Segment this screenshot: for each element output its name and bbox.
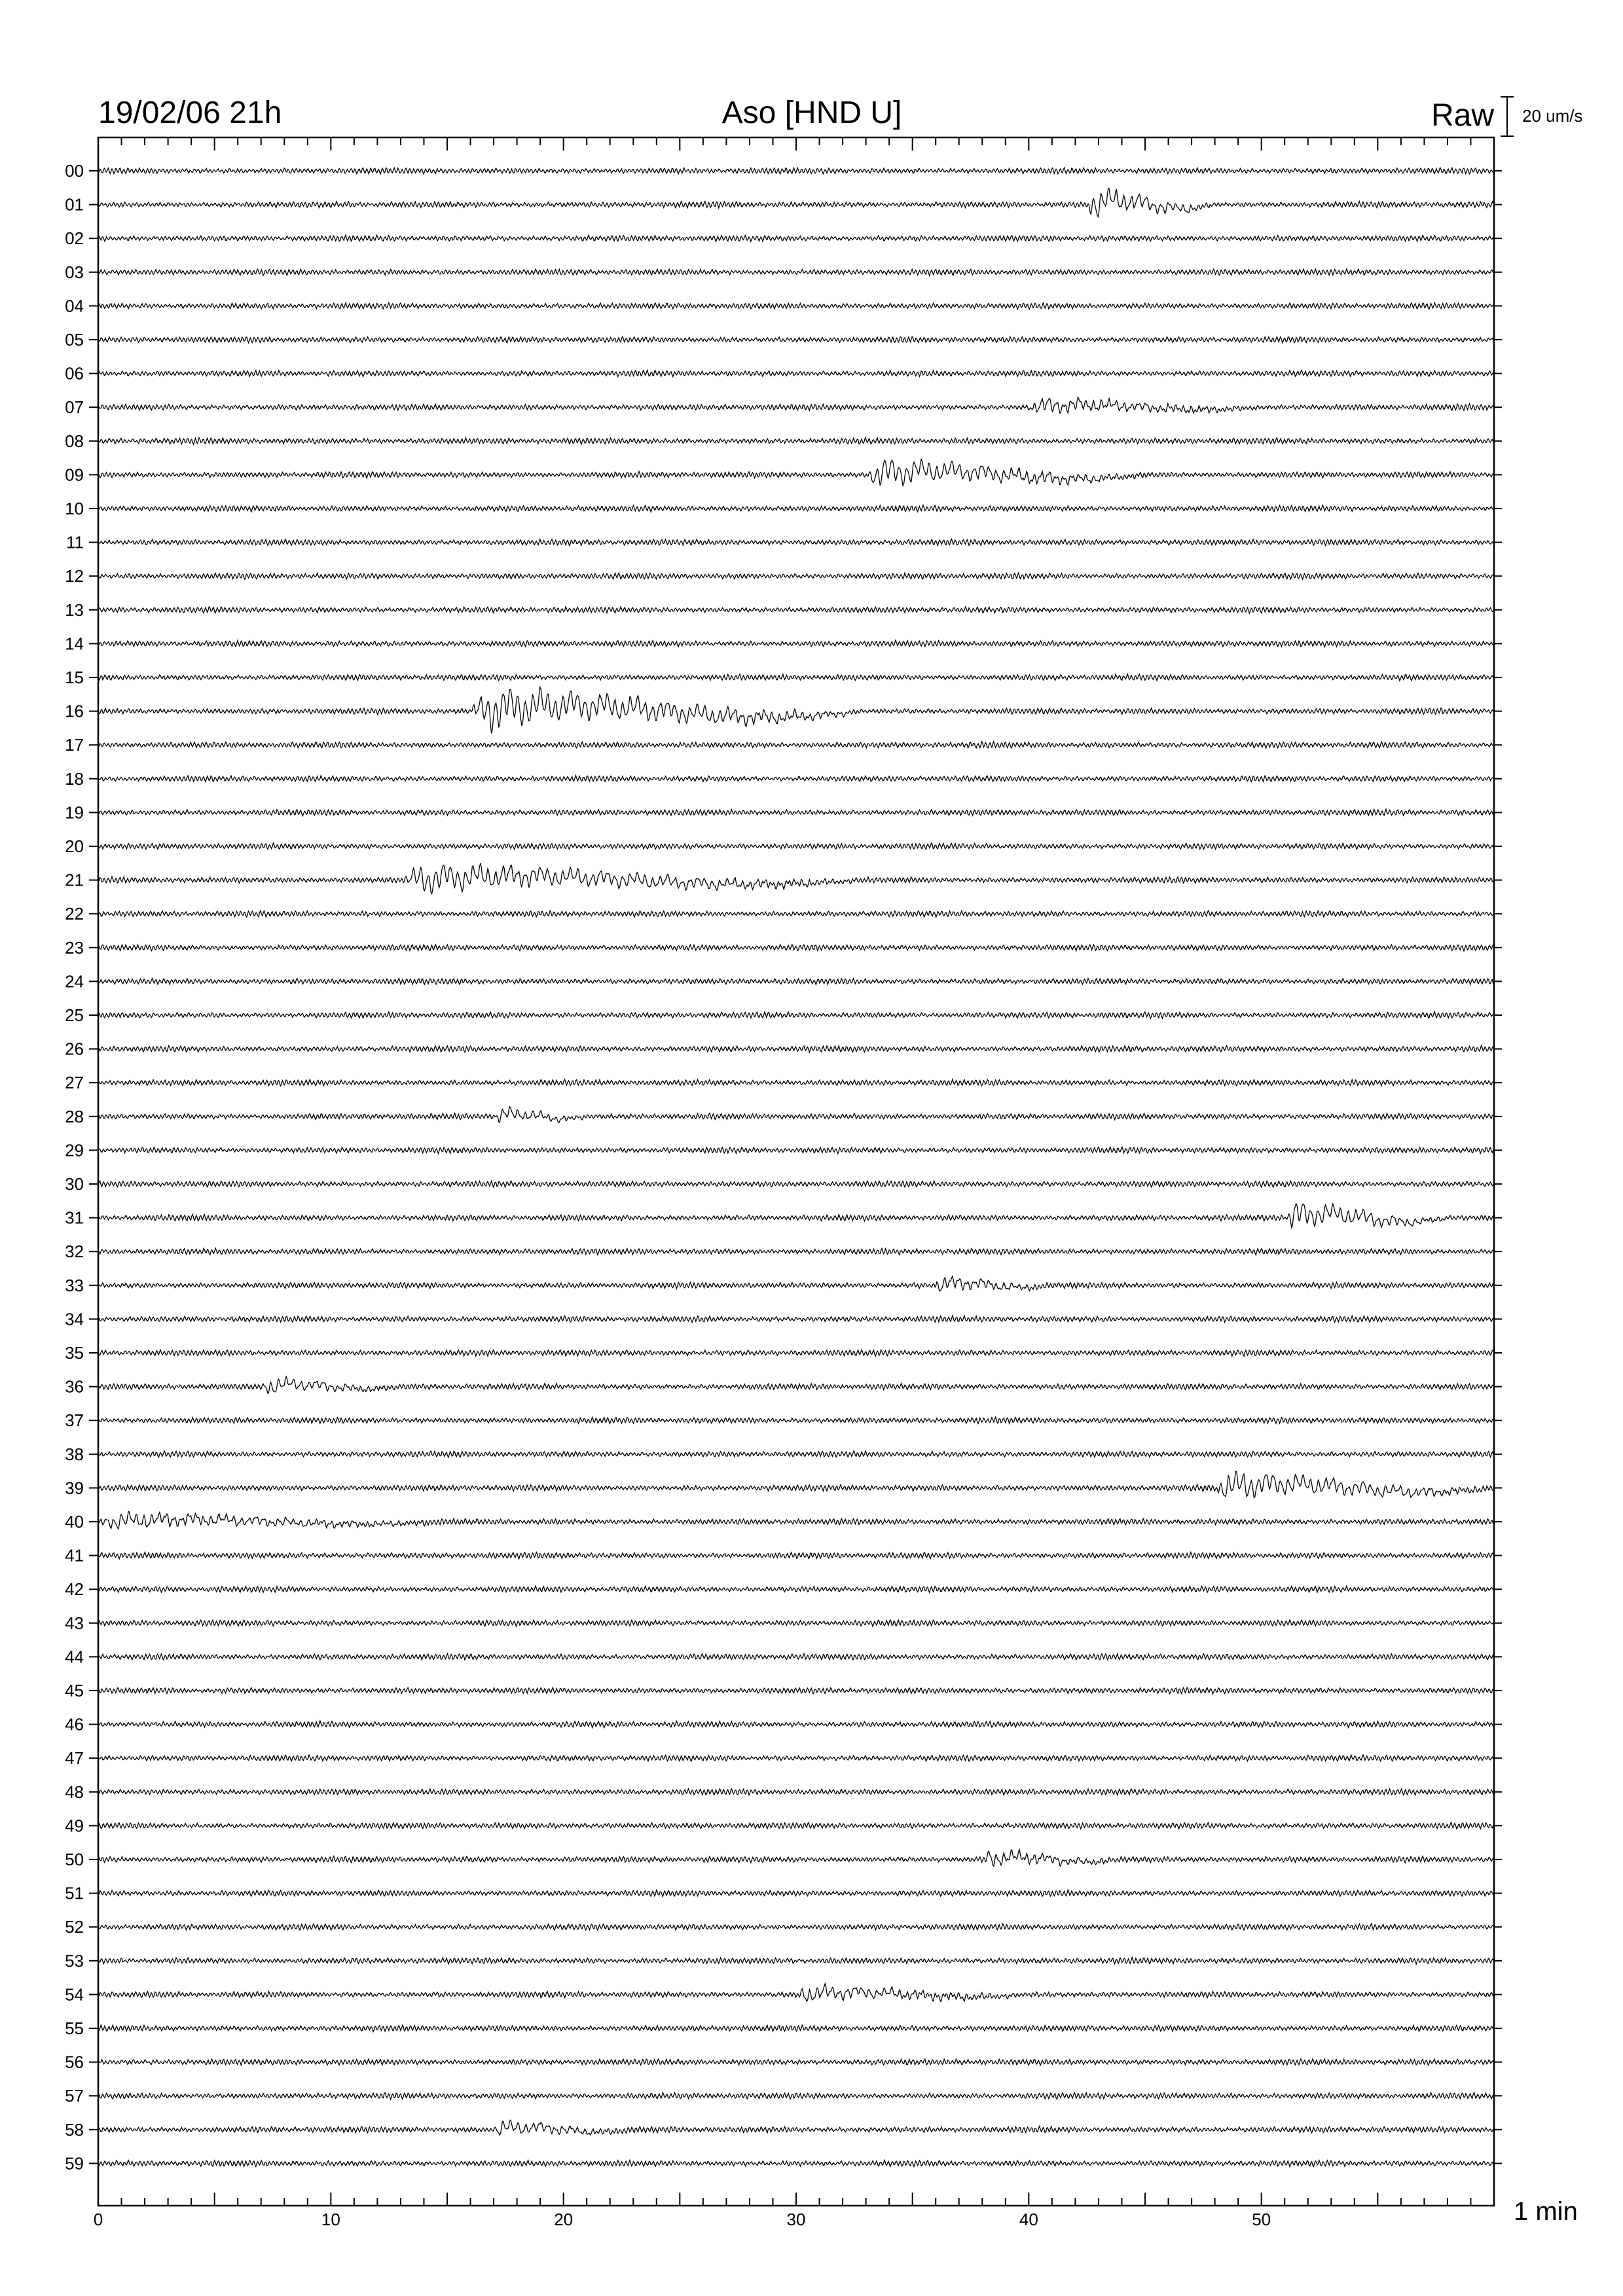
trace-row	[98, 370, 1493, 377]
amplitude-scale-label: 20 um/s	[1522, 106, 1583, 126]
row-label: 06	[65, 363, 84, 384]
trace-row	[98, 1511, 1493, 1529]
row-label: 36	[65, 1376, 84, 1397]
amplitude-scale-bar	[1501, 97, 1514, 136]
row-label: 16	[65, 701, 84, 721]
trace-row	[98, 687, 1493, 734]
row-label: 35	[65, 1343, 84, 1363]
x-tick-label: 30	[786, 2210, 806, 2229]
row-label: 40	[65, 1512, 84, 1532]
trace-row	[98, 2160, 1493, 2166]
trace-row	[98, 1924, 1493, 1930]
trace-row	[98, 2120, 1493, 2135]
row-label: 44	[65, 1647, 84, 1667]
row-label: 08	[65, 431, 84, 451]
trace-row	[98, 438, 1493, 444]
row-label: 47	[65, 1748, 84, 1768]
row-label: 02	[65, 228, 84, 249]
trace-row	[98, 1822, 1493, 1829]
trace-row	[98, 1586, 1493, 1592]
trace-row	[98, 1789, 1493, 1795]
trace-row	[98, 1376, 1493, 1393]
trace-row	[98, 1417, 1493, 1424]
x-tick-label: 50	[1252, 2210, 1271, 2229]
trace-row	[98, 863, 1493, 894]
time-axis-labels	[94, 2210, 1271, 2229]
x-tick-label: 10	[321, 2210, 340, 2229]
trace-row	[98, 1316, 1493, 1322]
trace-row	[98, 1552, 1493, 1559]
row-label: 56	[65, 2052, 84, 2072]
trace-row	[98, 1451, 1493, 1458]
row-label: 49	[65, 1816, 84, 1836]
row-label: 48	[65, 1782, 84, 1802]
trace-row	[98, 742, 1493, 748]
row-label: 31	[65, 1208, 84, 1228]
row-label: 30	[65, 1174, 84, 1194]
mode-label: Raw	[1431, 98, 1494, 133]
row-label: 58	[65, 2119, 84, 2140]
trace-row	[98, 505, 1493, 512]
x-tick-label: 40	[1019, 2210, 1038, 2229]
row-label: 28	[65, 1106, 84, 1126]
row-label: 54	[65, 1984, 84, 2005]
trace-row	[98, 1079, 1493, 1086]
row-label: 25	[65, 1005, 84, 1025]
trace-row	[98, 910, 1493, 917]
trace-row	[98, 2025, 1493, 2032]
row-label: 26	[65, 1039, 84, 1059]
row-label: 33	[65, 1275, 84, 1295]
row-label: 03	[65, 262, 84, 282]
trace-row	[98, 336, 1493, 343]
row-label: 00	[65, 161, 84, 181]
trace-row	[98, 459, 1493, 486]
row-label: 19	[65, 802, 84, 823]
trace-row	[98, 1276, 1493, 1291]
row-label: 43	[65, 1613, 84, 1633]
row-label: 13	[65, 600, 84, 620]
row-label: 23	[65, 937, 84, 958]
x-tick-label: 20	[554, 2210, 574, 2229]
row-label: 42	[65, 1579, 84, 1600]
trace-row	[98, 1471, 1493, 1498]
trace-row	[98, 2092, 1493, 2100]
row-label: 21	[65, 870, 84, 890]
trace-row	[98, 1984, 1493, 2001]
trace-row	[98, 1107, 1493, 1122]
row-label: 17	[65, 735, 84, 755]
trace-row	[98, 1181, 1493, 1187]
row-label: 51	[65, 1883, 84, 1903]
row-label: 34	[65, 1309, 84, 1329]
trace-row	[98, 1721, 1493, 1728]
row-label: 50	[65, 1850, 84, 1869]
row-label: 29	[65, 1140, 84, 1160]
row-label: 11	[66, 532, 84, 552]
trace-row	[98, 1850, 1493, 1867]
row-label: 09	[65, 465, 84, 485]
time-unit-label: 1 min	[1514, 2197, 1578, 2226]
trace-row	[98, 1653, 1493, 1660]
x-tick-label: 0	[93, 2210, 103, 2229]
seismic-traces	[98, 168, 1493, 2166]
row-label: 45	[65, 1681, 84, 1700]
row-label: 24	[65, 971, 84, 992]
trace-row	[98, 674, 1493, 681]
trace-row	[98, 1045, 1493, 1052]
trace-row	[98, 1204, 1493, 1227]
row-label: 46	[65, 1714, 84, 1734]
trace-row	[98, 1620, 1493, 1626]
row-label: 20	[65, 836, 84, 856]
station-title: Aso [HND U]	[721, 96, 902, 130]
trace-row	[98, 1012, 1493, 1018]
trace-row	[98, 188, 1493, 217]
row-label: 59	[65, 2153, 84, 2174]
trace-row	[98, 235, 1493, 242]
row-label: 38	[65, 1444, 84, 1464]
datetime-label: 19/02/06 21h	[98, 96, 282, 130]
trace-row	[98, 843, 1493, 850]
row-label: 22	[65, 904, 84, 924]
trace-row	[98, 1755, 1493, 1761]
row-label: 37	[65, 1410, 84, 1431]
row-label: 05	[65, 330, 84, 350]
row-label: 32	[65, 1242, 84, 1262]
trace-row	[98, 776, 1493, 782]
hour-minute-labels	[65, 161, 1502, 2173]
row-label: 10	[65, 499, 84, 518]
trace-row	[98, 607, 1493, 613]
trace-row	[98, 2059, 1493, 2066]
row-label: 41	[65, 1545, 84, 1566]
trace-row	[98, 1687, 1493, 1694]
trace-row	[98, 397, 1493, 414]
row-label: 15	[65, 668, 84, 687]
row-label: 53	[65, 1950, 84, 1971]
row-label: 01	[65, 194, 84, 215]
row-label: 55	[65, 2018, 84, 2038]
trace-row	[98, 1147, 1493, 1153]
trace-row	[98, 303, 1493, 310]
trace-row	[98, 1890, 1493, 1897]
row-label: 14	[65, 634, 84, 654]
trace-row	[98, 269, 1493, 276]
trace-row	[98, 1248, 1493, 1255]
trace-row	[98, 573, 1493, 579]
trace-row	[98, 168, 1493, 174]
row-label: 04	[65, 296, 84, 316]
row-label: 52	[65, 1917, 84, 1937]
row-label: 18	[65, 768, 84, 789]
row-label: 57	[65, 2086, 84, 2106]
row-label: 27	[65, 1073, 84, 1093]
trace-row	[98, 978, 1493, 985]
row-label: 12	[65, 566, 84, 586]
trace-row	[98, 944, 1493, 951]
trace-row	[98, 640, 1493, 647]
trace-row	[98, 539, 1493, 546]
trace-row	[98, 1958, 1493, 1964]
row-label: 39	[65, 1478, 84, 1498]
trace-row	[98, 1350, 1493, 1356]
row-label: 07	[65, 397, 84, 418]
trace-row	[98, 809, 1493, 816]
